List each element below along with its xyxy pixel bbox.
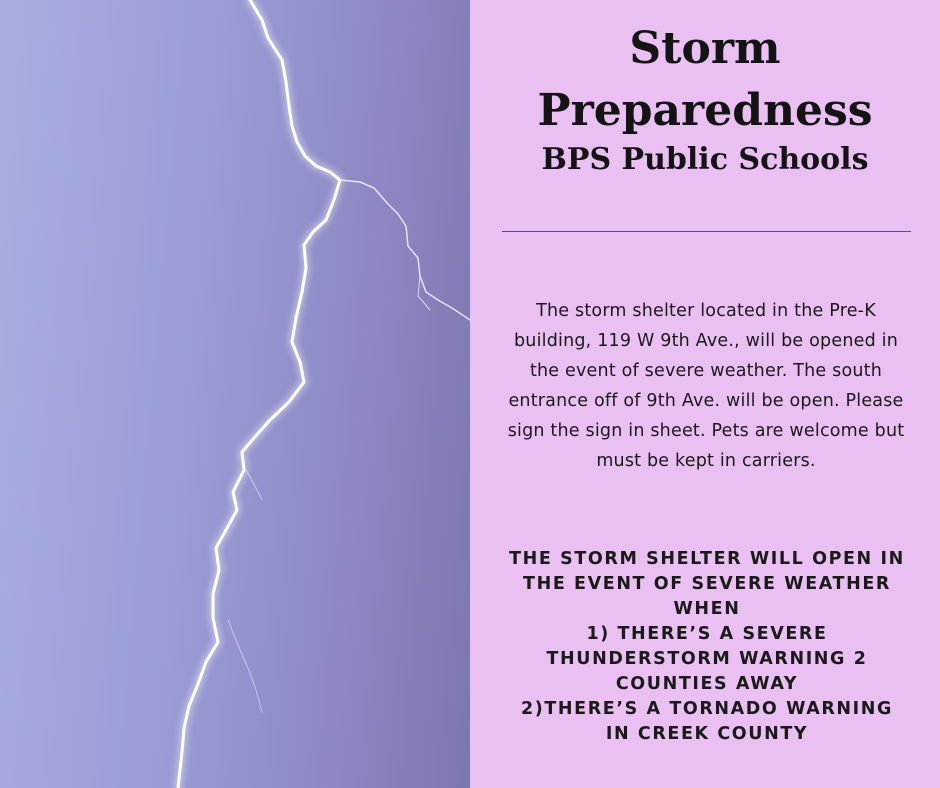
info-panel xyxy=(470,0,940,788)
notice-line: THE EVENT OF SEVERE WEATHER xyxy=(523,574,891,594)
shelter-opening-notice xyxy=(490,547,924,747)
subtitle-school: BPS Public Schools xyxy=(541,142,869,177)
notice-line: THE STORM SHELTER WILL OPEN IN xyxy=(509,549,905,569)
shelter-info-paragraph: The storm shelter located in the Pre-K building, 119 W 9th Ave., will be opened in the event of severe weather. The south entrance off of 9th Ave. will be open. Please sign the sign in sheet. Pets are welcome but must be kept in carriers. xyxy=(507,301,905,471)
notice-line: COUNTIES AWAY xyxy=(615,674,799,694)
notice-line: 2)THERE’S A TORNADO WARNING xyxy=(521,699,893,719)
notice-line: THUNDERSTORM WARNING 2 xyxy=(546,649,868,669)
divider xyxy=(502,231,911,232)
notice-line: WHEN xyxy=(673,599,741,619)
notice-line: IN CREEK COUNTY xyxy=(605,724,809,744)
title-storm: Storm xyxy=(629,23,781,74)
title-preparedness: Preparedness xyxy=(537,85,873,136)
notice-line: 1) THERE’S A SEVERE xyxy=(586,624,828,644)
